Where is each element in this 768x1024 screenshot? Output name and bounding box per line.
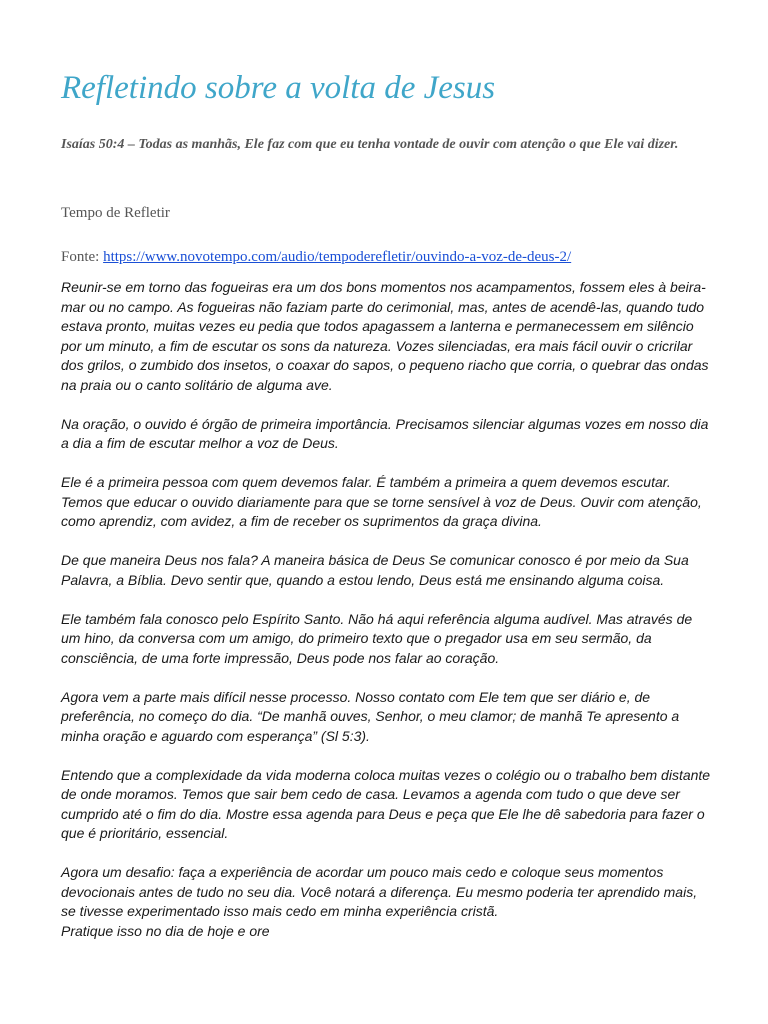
paragraph: De que maneira Deus nos fala? A maneira básica de Deus Se comunicar conosco é por meio da Sua Palavra, a Bíblia. Devo sentir que, quando a estou lendo, Deus está me ensinando alguma coisa.	[61, 552, 689, 588]
source-label: Fonte:	[61, 249, 104, 265]
paragraph: Agora vem a parte mais difícil nesse processo. Nosso contato com Ele tem que ser diário e, de preferência, no começo do dia. “De manhã ouves, Senhor, o meu clamor; de manhã Te apresento a minha oração e aguardo com esperança” (Sl 5:3).	[61, 688, 680, 744]
paragraph: Reunir-se em torno das fogueiras era um dos bons momentos nos acampamentos, fossem eles à beira-mar ou no campo. As fogueiras não faziam parte do cerimonial, mas, antes de acendê-las, quando tudo estava pronto, muitas vezes eu pedia que todos apagassem a lanterna e permanecessem em silêncio por um minuto, a fim de escutar os sons da natureza. Vozes silenciadas, era mais fácil ouvir o cricrilar dos grilos, o zumbido dos insetos, o coaxar do sapos, o pequeno riacho que corria, o quebrar das ondas na praia ou o canto solitário de alguma ave.	[61, 279, 709, 393]
paragraph: Agora um desafio: faça a experiência de acordar um pouco mais cedo e coloque seus momentos devocionais antes de tudo no seu dia. Você notará a diferença. Eu mesmo poderia ter aprendido mais, se tivesse experimentado isso mais cedo em minha experiência cristã.	[61, 864, 698, 919]
paragraph: Pratique isso no dia de hoje e ore	[61, 922, 270, 939]
paragraph: Entendo que a complexidade da vida moderna coloca muitas vezes o colégio ou o trabalho bem distante de onde moramos. Temos que sair bem cedo de casa. Levamos a agenda com tudo o que deve ser cumprido até o fim do dia. Mostre essa agenda para Deus e peça que Ele lhe dê sabedoria para fazer o que é prioritário, essencial.	[61, 766, 711, 841]
paragraph: Na oração, o ouvido é órgão de primeira importância. Precisamos silenciar algumas vozes em nosso dia a dia a fim de escutar melhor a voz de Deus.	[61, 415, 709, 451]
source-link[interactable]: https://www.novotempo.com/audio/tempoderefletir/ouvindo-a-voz-de-deus-2/	[103, 249, 572, 265]
program-name: Tempo de Refletir	[61, 205, 170, 221]
article-body	[61, 278, 711, 941]
paragraph: Ele também fala conosco pelo Espírito Santo. Não há aqui referência alguma audível. Mas através de um hino, da conversa com um amigo, do primeiro texto que o pregador usa em seu sermão, da consciência, de uma forte impressão, Deus pode nos falar ao coração.	[61, 610, 693, 666]
page-title: Refletindo sobre a volta de Jesus	[61, 70, 496, 106]
paragraph: Ele é a primeira pessoa com quem devemos falar. É também a primeira a quem devemos escutar. Temos que educar o ouvido diariamente para que se torne sensível à voz de Deus. Ouvir com atenção, como aprendiz, com avidez, a fim de receber os suprimentos da graça divina.	[61, 474, 702, 529]
bible-verse: Isaías 50:4 – Todas as manhãs, Ele faz com que eu tenha vontade de ouvir com atenção o que Ele vai dizer.	[61, 137, 679, 152]
source-line	[61, 246, 571, 268]
